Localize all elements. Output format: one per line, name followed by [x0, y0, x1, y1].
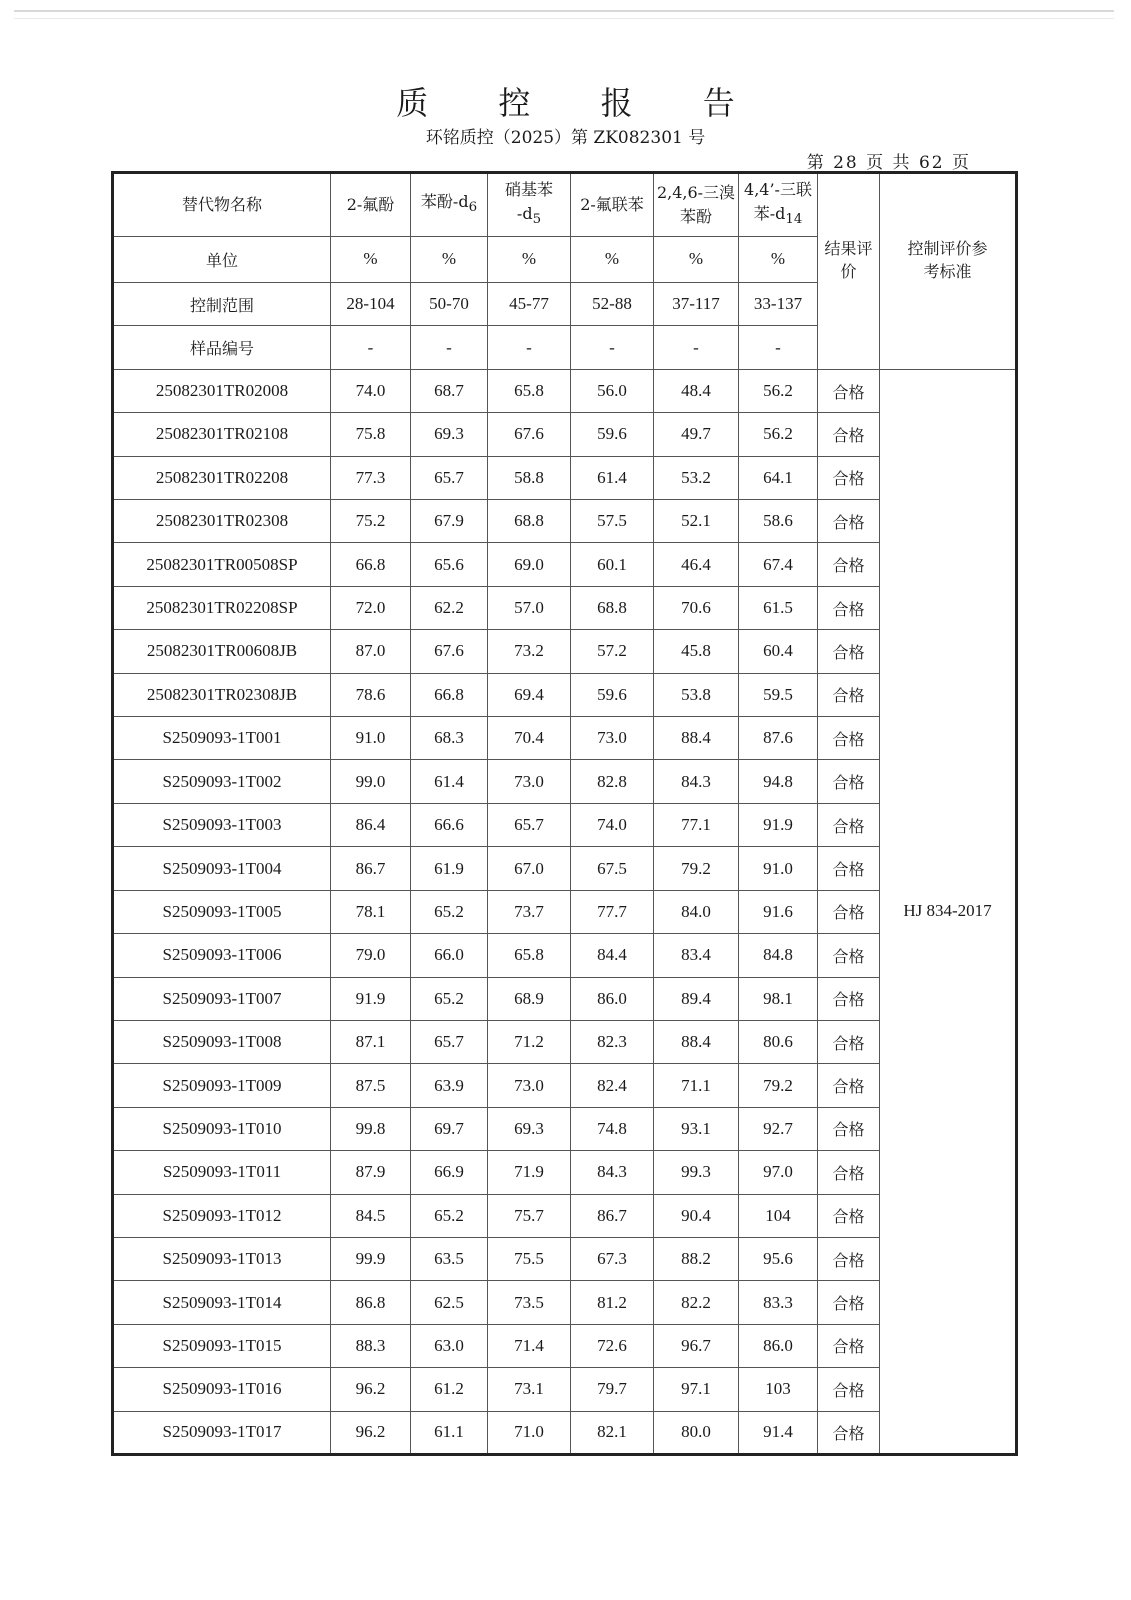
col-header-ref-std-top — [880, 173, 1017, 237]
recovery-value-cell: 48.4 — [654, 369, 739, 412]
recovery-value-cell: 45.8 — [654, 630, 739, 673]
recovery-value-cell: 99.3 — [654, 1151, 739, 1194]
sample-id-cell: S2509093-1T005 — [113, 890, 331, 933]
result-eval-cell: 合格 — [818, 1281, 880, 1324]
sample-id-cell: S2509093-1T004 — [113, 847, 331, 890]
col-header-result-eval: 结果评 价 — [818, 236, 880, 282]
recovery-value-cell: 68.8 — [571, 586, 654, 629]
result-eval-cell: 合格 — [818, 1064, 880, 1107]
recovery-value-cell: 56.2 — [739, 369, 818, 412]
recovery-value-cell: 60.1 — [571, 543, 654, 586]
sample-id-cell: S2509093-1T003 — [113, 803, 331, 846]
unit-cell: % — [739, 236, 818, 282]
sample-label: 样品编号 — [113, 326, 331, 369]
recovery-value-cell: 73.2 — [488, 630, 571, 673]
recovery-value-cell: 61.2 — [411, 1368, 488, 1411]
recovery-value-cell: 67.9 — [411, 500, 488, 543]
range-cell: 37-117 — [654, 283, 739, 326]
recovery-value-cell: 99.9 — [331, 1237, 411, 1280]
recovery-value-cell: 68.8 — [488, 500, 571, 543]
sample-id-cell: S2509093-1T011 — [113, 1151, 331, 1194]
recovery-value-cell: 62.2 — [411, 586, 488, 629]
recovery-value-cell: 82.3 — [571, 1020, 654, 1063]
recovery-value-cell: 65.7 — [488, 803, 571, 846]
sample-id-cell: S2509093-1T013 — [113, 1237, 331, 1280]
range-cell: 52-88 — [571, 283, 654, 326]
recovery-value-cell: 87.0 — [331, 630, 411, 673]
recovery-value-cell: 52.1 — [654, 500, 739, 543]
sample-id-cell: S2509093-1T014 — [113, 1281, 331, 1324]
sample-id-cell: 25082301TR02308JB — [113, 673, 331, 716]
recovery-value-cell: 74.8 — [571, 1107, 654, 1150]
recovery-value-cell: 90.4 — [654, 1194, 739, 1237]
recovery-value-cell: 91.9 — [331, 977, 411, 1020]
unit-cell: % — [654, 236, 739, 282]
unit-row — [113, 236, 1017, 282]
recovery-value-cell: 75.5 — [488, 1237, 571, 1280]
table-row — [113, 369, 1017, 412]
recovery-value-cell: 86.7 — [571, 1194, 654, 1237]
reference-standard-cell: HJ 834-2017 — [880, 369, 1017, 1454]
recovery-value-cell: 82.4 — [571, 1064, 654, 1107]
recovery-value-cell: 80.6 — [739, 1020, 818, 1063]
recovery-value-cell: 69.3 — [488, 1107, 571, 1150]
recovery-value-cell: 56.2 — [739, 413, 818, 456]
recovery-value-cell: 73.0 — [571, 717, 654, 760]
recovery-value-cell: 103 — [739, 1368, 818, 1411]
range-cell: 28-104 — [331, 283, 411, 326]
recovery-value-cell: 86.4 — [331, 803, 411, 846]
recovery-value-cell: 86.7 — [331, 847, 411, 890]
recovery-value-cell: 68.9 — [488, 977, 571, 1020]
ref-std-spacer — [880, 326, 1017, 369]
recovery-value-cell: 61.4 — [411, 760, 488, 803]
recovery-value-cell: 86.0 — [571, 977, 654, 1020]
recovery-value-cell: 92.7 — [739, 1107, 818, 1150]
sample-id-cell: S2509093-1T009 — [113, 1064, 331, 1107]
recovery-value-cell: 58.8 — [488, 456, 571, 499]
recovery-value-cell: 87.9 — [331, 1151, 411, 1194]
recovery-value-cell: 66.0 — [411, 934, 488, 977]
recovery-value-cell: 53.8 — [654, 673, 739, 716]
recovery-value-cell: 71.2 — [488, 1020, 571, 1063]
scan-edge — [14, 18, 1114, 19]
recovery-value-cell: 75.8 — [331, 413, 411, 456]
recovery-value-cell: 75.2 — [331, 500, 411, 543]
sample-id-cell: S2509093-1T015 — [113, 1324, 331, 1367]
recovery-value-cell: 79.0 — [331, 934, 411, 977]
sample-id-cell: S2509093-1T007 — [113, 977, 331, 1020]
recovery-value-cell: 99.0 — [331, 760, 411, 803]
recovery-value-cell: 82.1 — [571, 1411, 654, 1454]
recovery-value-cell: 86.8 — [331, 1281, 411, 1324]
recovery-value-cell: 87.6 — [739, 717, 818, 760]
sample-dash-cell: - — [571, 326, 654, 369]
recovery-value-cell: 93.1 — [654, 1107, 739, 1150]
range-label: 控制范围 — [113, 283, 331, 326]
sample-dash-cell: - — [331, 326, 411, 369]
recovery-value-cell: 65.7 — [411, 456, 488, 499]
result-eval-cell: 合格 — [818, 1324, 880, 1367]
recovery-value-cell: 74.0 — [571, 803, 654, 846]
col-header-nitrobenzene-d5: 硝基苯 $-d_5$ — [488, 173, 571, 237]
recovery-value-cell: 77.3 — [331, 456, 411, 499]
recovery-value-cell: 67.6 — [411, 630, 488, 673]
recovery-value-cell: 66.8 — [411, 673, 488, 716]
result-eval-cell: 合格 — [818, 586, 880, 629]
recovery-value-cell: 83.4 — [654, 934, 739, 977]
recovery-value-cell: 77.7 — [571, 890, 654, 933]
result-eval-cell: 合格 — [818, 630, 880, 673]
recovery-value-cell: 84.4 — [571, 934, 654, 977]
col-header-terphenyl-d14: 4,4’-三联 苯$-d_{14}$ — [739, 173, 818, 237]
recovery-value-cell: 104 — [739, 1194, 818, 1237]
recovery-value-cell: 65.2 — [411, 1194, 488, 1237]
recovery-value-cell: 61.5 — [739, 586, 818, 629]
recovery-value-cell: 62.5 — [411, 1281, 488, 1324]
result-eval-cell: 合格 — [818, 760, 880, 803]
recovery-value-cell: 67.5 — [571, 847, 654, 890]
result-eval-cell: 合格 — [818, 369, 880, 412]
recovery-value-cell: 91.0 — [739, 847, 818, 890]
recovery-value-cell: 59.6 — [571, 413, 654, 456]
recovery-value-cell: 67.6 — [488, 413, 571, 456]
recovery-value-cell: 79.7 — [571, 1368, 654, 1411]
recovery-value-cell: 53.2 — [654, 456, 739, 499]
report-title: 质 控 报 告 — [396, 84, 765, 122]
recovery-value-cell: 75.7 — [488, 1194, 571, 1237]
col-header-2-fluorobiphenyl: 2-氟联苯 — [571, 173, 654, 237]
recovery-value-cell: 66.8 — [331, 543, 411, 586]
sample-id-cell: S2509093-1T002 — [113, 760, 331, 803]
range-cell: 33-137 — [739, 283, 818, 326]
qc-table — [111, 171, 1018, 1456]
recovery-value-cell: 77.1 — [654, 803, 739, 846]
recovery-value-cell: 65.8 — [488, 934, 571, 977]
result-eval-cell: 合格 — [818, 803, 880, 846]
recovery-value-cell: 88.3 — [331, 1324, 411, 1367]
sample-id-cell: S2509093-1T012 — [113, 1194, 331, 1237]
recovery-value-cell: 63.0 — [411, 1324, 488, 1367]
recovery-value-cell: 91.6 — [739, 890, 818, 933]
recovery-value-cell: 87.1 — [331, 1020, 411, 1063]
recovery-value-cell: 61.1 — [411, 1411, 488, 1454]
result-eval-cell: 合格 — [818, 1194, 880, 1237]
recovery-value-cell: 69.3 — [411, 413, 488, 456]
header-row — [113, 173, 1017, 237]
unit-cell: % — [571, 236, 654, 282]
range-cell: 45-77 — [488, 283, 571, 326]
unit-cell: % — [331, 236, 411, 282]
recovery-value-cell: 78.6 — [331, 673, 411, 716]
recovery-value-cell: 72.6 — [571, 1324, 654, 1367]
recovery-value-cell: 46.4 — [654, 543, 739, 586]
result-eval-spacer — [818, 326, 880, 369]
result-eval-cell: 合格 — [818, 1107, 880, 1150]
recovery-value-cell: 98.1 — [739, 977, 818, 1020]
sample-dash-cell: - — [488, 326, 571, 369]
recovery-value-cell: 59.5 — [739, 673, 818, 716]
recovery-value-cell: 96.2 — [331, 1411, 411, 1454]
col-header-tribromophenol: 2,4,6-三溴 苯酚 — [654, 173, 739, 237]
recovery-value-cell: 69.7 — [411, 1107, 488, 1150]
recovery-value-cell: 83.3 — [739, 1281, 818, 1324]
range-row — [113, 283, 1017, 326]
result-eval-cell: 合格 — [818, 543, 880, 586]
recovery-value-cell: 59.6 — [571, 673, 654, 716]
result-eval-cell: 合格 — [818, 847, 880, 890]
result-eval-cell: 合格 — [818, 890, 880, 933]
recovery-value-cell: 69.4 — [488, 673, 571, 716]
recovery-value-cell: 67.0 — [488, 847, 571, 890]
result-eval-cell: 合格 — [818, 456, 880, 499]
col-header-name: 替代物名称 — [113, 173, 331, 237]
recovery-value-cell: 65.7 — [411, 1020, 488, 1063]
recovery-value-cell: 73.0 — [488, 1064, 571, 1107]
recovery-value-cell: 96.7 — [654, 1324, 739, 1367]
recovery-value-cell: 69.0 — [488, 543, 571, 586]
sample-id-cell: 25082301TR02008 — [113, 369, 331, 412]
recovery-value-cell: 58.6 — [739, 500, 818, 543]
recovery-value-cell: 84.5 — [331, 1194, 411, 1237]
result-eval-cell: 合格 — [818, 977, 880, 1020]
recovery-value-cell: 84.3 — [654, 760, 739, 803]
recovery-value-cell: 73.7 — [488, 890, 571, 933]
recovery-value-cell: 96.2 — [331, 1368, 411, 1411]
recovery-value-cell: 61.9 — [411, 847, 488, 890]
recovery-value-cell: 87.5 — [331, 1064, 411, 1107]
unit-label: 单位 — [113, 236, 331, 282]
recovery-value-cell: 71.1 — [654, 1064, 739, 1107]
ref-std-spacer — [880, 283, 1017, 326]
recovery-value-cell: 84.0 — [654, 890, 739, 933]
col-header-ref-std: 控制评价参 考标准 — [880, 236, 1017, 282]
recovery-value-cell: 89.4 — [654, 977, 739, 1020]
recovery-value-cell: 71.9 — [488, 1151, 571, 1194]
recovery-value-cell: 91.9 — [739, 803, 818, 846]
result-eval-cell: 合格 — [818, 1151, 880, 1194]
recovery-value-cell: 88.2 — [654, 1237, 739, 1280]
recovery-value-cell: 84.8 — [739, 934, 818, 977]
recovery-value-cell: 67.3 — [571, 1237, 654, 1280]
recovery-value-cell: 72.0 — [331, 586, 411, 629]
unit-cell: % — [488, 236, 571, 282]
recovery-value-cell: 65.6 — [411, 543, 488, 586]
recovery-value-cell: 65.2 — [411, 977, 488, 1020]
sample-id-cell: S2509093-1T001 — [113, 717, 331, 760]
recovery-value-cell: 86.0 — [739, 1324, 818, 1367]
sample-id-cell: S2509093-1T016 — [113, 1368, 331, 1411]
recovery-value-cell: 95.6 — [739, 1237, 818, 1280]
recovery-value-cell: 91.0 — [331, 717, 411, 760]
result-eval-cell: 合格 — [818, 717, 880, 760]
range-cell: 50-70 — [411, 283, 488, 326]
recovery-value-cell: 94.8 — [739, 760, 818, 803]
result-eval-cell: 合格 — [818, 1411, 880, 1454]
recovery-value-cell: 91.4 — [739, 1411, 818, 1454]
result-eval-cell: 合格 — [818, 934, 880, 977]
recovery-value-cell: 80.0 — [654, 1411, 739, 1454]
recovery-value-cell: 73.0 — [488, 760, 571, 803]
recovery-value-cell: 79.2 — [739, 1064, 818, 1107]
recovery-value-cell: 68.3 — [411, 717, 488, 760]
recovery-value-cell: 88.4 — [654, 717, 739, 760]
recovery-value-cell: 65.8 — [488, 369, 571, 412]
sample-label-row — [113, 326, 1017, 369]
recovery-value-cell: 57.0 — [488, 586, 571, 629]
recovery-value-cell: 70.6 — [654, 586, 739, 629]
result-eval-cell: 合格 — [818, 1368, 880, 1411]
sample-dash-cell: - — [654, 326, 739, 369]
sample-dash-cell: - — [739, 326, 818, 369]
recovery-value-cell: 63.5 — [411, 1237, 488, 1280]
recovery-value-cell: 99.8 — [331, 1107, 411, 1150]
col-header-phenol-d6: 苯酚$-d_6$ — [411, 173, 488, 237]
sample-id-cell: 25082301TR02208 — [113, 456, 331, 499]
unit-cell: % — [411, 236, 488, 282]
recovery-value-cell: 97.1 — [654, 1368, 739, 1411]
recovery-value-cell: 71.0 — [488, 1411, 571, 1454]
recovery-value-cell: 66.9 — [411, 1151, 488, 1194]
result-eval-cell: 合格 — [818, 413, 880, 456]
recovery-value-cell: 71.4 — [488, 1324, 571, 1367]
sample-id-cell: 25082301TR02208SP — [113, 586, 331, 629]
sample-id-cell: 25082301TR00608JB — [113, 630, 331, 673]
sample-id-cell: 25082301TR00508SP — [113, 543, 331, 586]
recovery-value-cell: 57.5 — [571, 500, 654, 543]
recovery-value-cell: 65.2 — [411, 890, 488, 933]
sample-id-cell: 25082301TR02308 — [113, 500, 331, 543]
recovery-value-cell: 61.4 — [571, 456, 654, 499]
sample-dash-cell: - — [411, 326, 488, 369]
recovery-value-cell: 63.9 — [411, 1064, 488, 1107]
sample-id-cell: S2509093-1T008 — [113, 1020, 331, 1063]
recovery-value-cell: 73.1 — [488, 1368, 571, 1411]
recovery-value-cell: 56.0 — [571, 369, 654, 412]
scan-edge — [14, 10, 1114, 12]
result-eval-cell: 合格 — [818, 1020, 880, 1063]
sample-id-cell: S2509093-1T006 — [113, 934, 331, 977]
recovery-value-cell: 82.2 — [654, 1281, 739, 1324]
sample-id-cell: S2509093-1T017 — [113, 1411, 331, 1454]
result-eval-cell: 合格 — [818, 1237, 880, 1280]
recovery-value-cell: 67.4 — [739, 543, 818, 586]
col-header-result-eval-top — [818, 173, 880, 237]
recovery-value-cell: 60.4 — [739, 630, 818, 673]
recovery-value-cell: 74.0 — [331, 369, 411, 412]
col-header-2-fluorophenol: 2-氟酚 — [331, 173, 411, 237]
recovery-value-cell: 49.7 — [654, 413, 739, 456]
recovery-value-cell: 70.4 — [488, 717, 571, 760]
result-eval-cell: 合格 — [818, 500, 880, 543]
recovery-value-cell: 68.7 — [411, 369, 488, 412]
recovery-value-cell: 79.2 — [654, 847, 739, 890]
result-eval-spacer — [818, 283, 880, 326]
recovery-value-cell: 64.1 — [739, 456, 818, 499]
sample-id-cell: 25082301TR02108 — [113, 413, 331, 456]
sample-id-cell: S2509093-1T010 — [113, 1107, 331, 1150]
recovery-value-cell: 84.3 — [571, 1151, 654, 1194]
result-eval-cell: 合格 — [818, 673, 880, 716]
recovery-value-cell: 66.6 — [411, 803, 488, 846]
recovery-value-cell: 97.0 — [739, 1151, 818, 1194]
recovery-value-cell: 88.4 — [654, 1020, 739, 1063]
recovery-value-cell: 81.2 — [571, 1281, 654, 1324]
report-number: 环铭质控（2025）第 ZK082301 号 — [425, 128, 706, 148]
recovery-value-cell: 78.1 — [331, 890, 411, 933]
recovery-value-cell: 82.8 — [571, 760, 654, 803]
recovery-value-cell: 73.5 — [488, 1281, 571, 1324]
recovery-value-cell: 57.2 — [571, 630, 654, 673]
page-info: 第 28 页 共 62 页 — [806, 153, 971, 173]
